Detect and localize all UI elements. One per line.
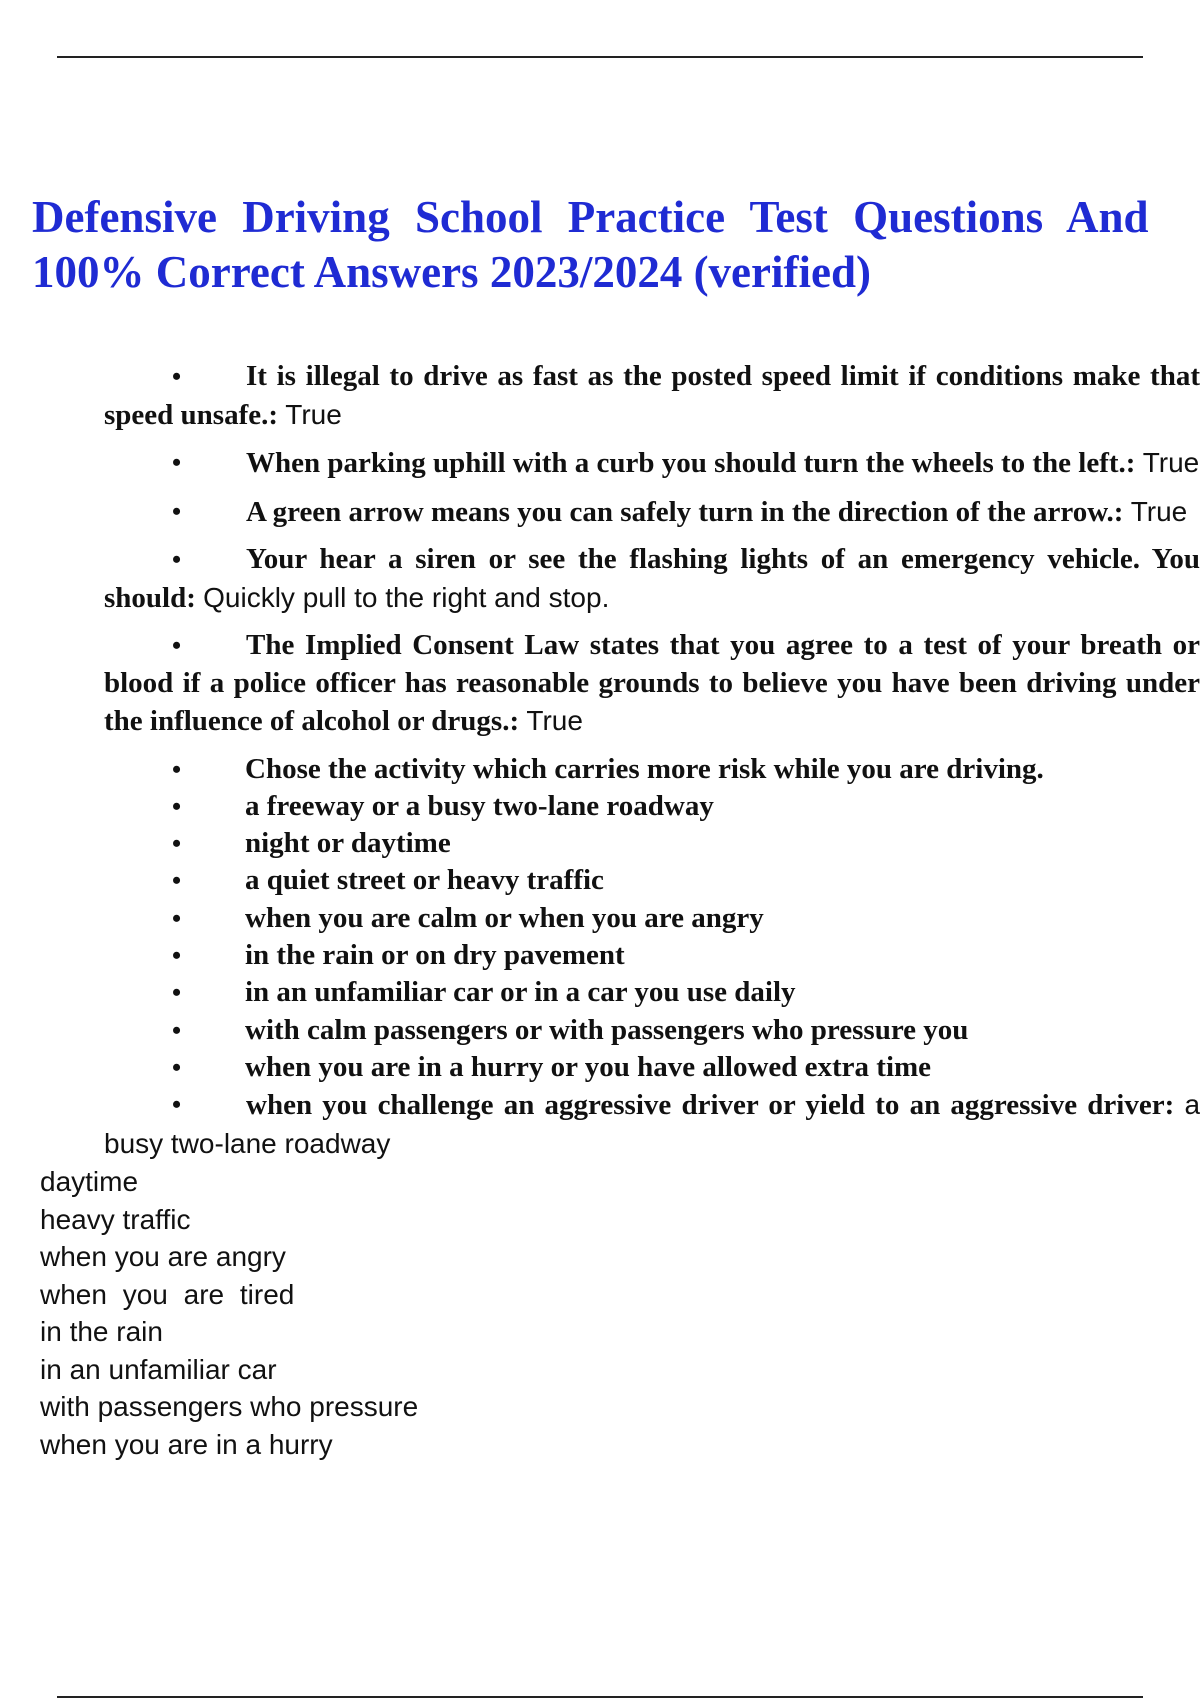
answer-text: True xyxy=(1130,495,1188,527)
bullet-icon: • xyxy=(172,940,182,970)
list-item-text: in the rain or on dry pavement xyxy=(245,938,625,971)
bullet-icon: • xyxy=(172,545,182,574)
answer-line: in an unfamiliar car xyxy=(40,1353,277,1385)
list-item xyxy=(172,900,1200,937)
answer-line: daytime xyxy=(40,1166,139,1198)
list-item xyxy=(172,862,1200,899)
answer-line: when you are tired xyxy=(40,1278,295,1310)
bullet-icon: • xyxy=(172,631,182,660)
question-text: A green arrow means you can safely turn in the direction of the arrow.: xyxy=(246,495,1124,528)
list-item-text: in an unfamiliar car or in a car you use daily xyxy=(245,976,796,1009)
answer-lines xyxy=(40,1163,1200,1463)
list-item xyxy=(172,751,1200,788)
answer-line: heavy traffic xyxy=(40,1203,191,1235)
title-line-2: 100% Correct Answers 2023/2024 (verified) xyxy=(32,247,871,297)
list-item xyxy=(172,1049,1200,1086)
answer-line: when you are in a hurry xyxy=(40,1428,333,1460)
question-text: It is illegal to drive as fast as the posted speed limit if conditions make that speed unsafe.: xyxy=(104,360,1200,431)
list-item-text: a freeway or a busy two-lane roadway xyxy=(245,789,714,822)
bullet-icon: • xyxy=(172,496,182,526)
list-item xyxy=(172,974,1200,1011)
list-item-text: with calm passengers or with passengers who pressure you xyxy=(245,1013,969,1046)
list-item-text: night or daytime xyxy=(245,827,451,860)
list-item-text: Chose the activity which carries more risk while you are driving. xyxy=(245,752,1044,785)
question-item xyxy=(104,493,1200,532)
list-item-text: a quiet street or heavy traffic xyxy=(245,864,604,897)
bottom-rule xyxy=(57,1696,1143,1698)
list-item xyxy=(172,788,1200,825)
bullet-icon: • xyxy=(172,362,182,391)
top-rule xyxy=(57,56,1143,58)
bullet-icon: • xyxy=(172,791,182,821)
answer-text: a busy two-lane roadway xyxy=(104,1089,1200,1159)
bullet-icon: • xyxy=(172,866,182,896)
answer-line: in the rain xyxy=(40,1316,163,1348)
question-text: The Implied Consent Law states that you agree to a test of your breath or blood if a police officer has reasonable grounds to believe you have been driving under the influence of alcohol or drugs.: xyxy=(104,629,1200,737)
question-text: Your hear a siren or see the flashing lights of an emergency vehicle. You should: xyxy=(104,543,1200,614)
list-item xyxy=(172,1012,1200,1049)
question-item xyxy=(104,627,1200,741)
document-body xyxy=(0,358,1200,1463)
bullet-icon: • xyxy=(172,754,182,784)
question-item xyxy=(104,444,1200,483)
list-item-last xyxy=(104,1086,1200,1163)
title-line-1: Defensive Driving School Practice Test Questions And xyxy=(32,192,1149,242)
bullet-icon: • xyxy=(172,1090,182,1120)
answer-line: with passengers who pressure xyxy=(40,1391,419,1423)
bullet-icon: • xyxy=(172,1015,182,1045)
list-item-text: when you are in a hurry or you have allowed extra time xyxy=(245,1050,932,1083)
list-item-text: when you are calm or when you are angry xyxy=(245,901,764,934)
bullet-icon: • xyxy=(172,903,182,933)
answer-text: Quickly pull to the right and stop. xyxy=(203,581,610,613)
question-text: When parking uphill with a curb you should turn the wheels to the left.: xyxy=(246,447,1136,479)
question-item xyxy=(104,541,1200,617)
list-item xyxy=(172,825,1200,862)
answer-text: True xyxy=(285,398,342,430)
bullet-icon: • xyxy=(172,448,182,477)
risk-list xyxy=(0,751,1200,1164)
bullet-icon: • xyxy=(172,1052,182,1082)
list-item-text: when you challenge an aggressive driver or yield to an aggressive driver: xyxy=(246,1089,1175,1122)
answer-text: True xyxy=(1142,447,1200,478)
bullet-icon: • xyxy=(172,978,182,1008)
question-item xyxy=(104,358,1200,434)
answer-text: True xyxy=(526,705,583,736)
bullet-icon: • xyxy=(172,829,182,859)
document-title xyxy=(32,190,1200,300)
list-item xyxy=(172,937,1200,974)
answer-line: when you are angry xyxy=(40,1241,286,1273)
